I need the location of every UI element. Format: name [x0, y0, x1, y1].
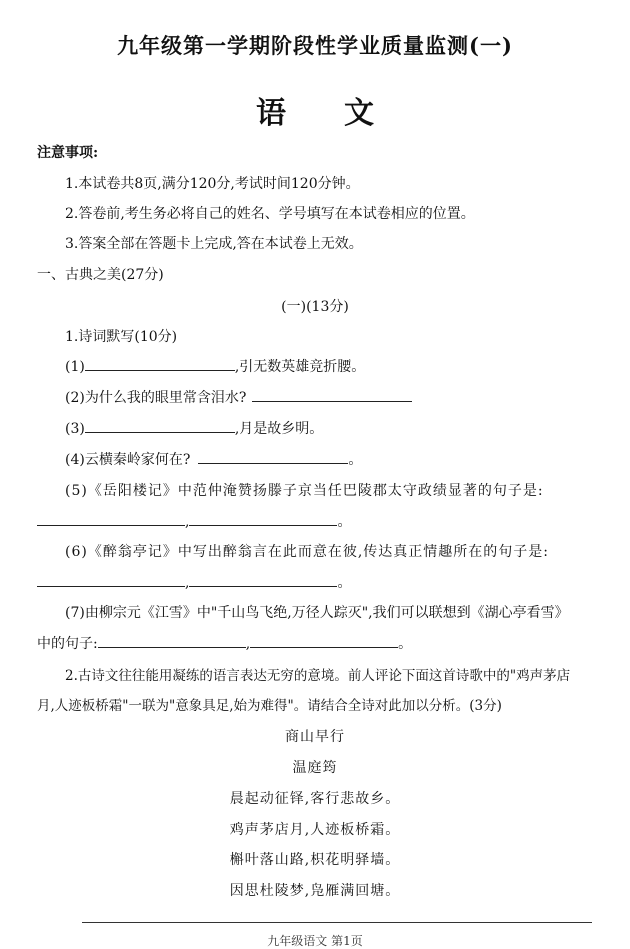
q1-3-number: (3)	[65, 421, 85, 437]
notice-item-1: 1.本试卷共8页,满分120分,考试时间120分钟。	[65, 176, 360, 192]
poem-title: 商山早行	[285, 729, 345, 745]
comma: ,	[245, 636, 251, 652]
answer-blank[interactable]	[189, 574, 337, 587]
answer-blank[interactable]	[250, 635, 398, 648]
question-1-7-answer	[37, 633, 412, 653]
question-1-2	[65, 387, 412, 407]
poem-author: 温庭筠	[292, 760, 338, 776]
q1-1-number: (1)	[65, 359, 85, 375]
comma: ,	[185, 514, 190, 530]
answer-blank[interactable]	[189, 513, 337, 526]
question-1-3	[65, 418, 323, 438]
answer-blank[interactable]	[85, 358, 235, 371]
q1-4-text: (4)云横秦岭家何在?	[65, 452, 191, 468]
poem-line: 槲叶落山路,枳花明驿墙。	[229, 852, 401, 868]
page-label: 九年级语文 第1页	[267, 934, 363, 948]
question-1-7: (7)由柳宗元《江雪》中"千山鸟飞绝,万径人踪灭",我们可以联想到《湖心亭看雪》	[65, 605, 569, 621]
answer-blank[interactable]	[98, 635, 246, 648]
poem-line: 晨起动征铎,客行悲故乡。	[229, 791, 401, 807]
answer-blank[interactable]	[252, 389, 412, 402]
question-2-line-2: 月,人迹板桥霜"一联为"意象具足,始为难得"。请结合全诗对此加以分析。(3分)	[37, 698, 502, 714]
notice-item-3: 3.答案全部在答题卡上完成,答在本试卷上无效。	[65, 236, 363, 252]
footer-divider	[82, 922, 592, 923]
q1-2-text: (2)为什么我的眼里常含泪水?	[65, 390, 247, 406]
poem-line: 因思杜陵梦,凫雁满回塘。	[229, 883, 401, 899]
q1-7-prefix: 中的句子:	[37, 636, 98, 652]
notice-item-2: 2.答卷前,考生务必将自己的姓名、学号填写在本试卷相应的位置。	[65, 206, 475, 222]
question-1-5-answer	[37, 511, 351, 531]
section-heading: 一、古典之美(27分)	[37, 267, 164, 283]
notice-heading: 注意事项:	[37, 145, 99, 161]
poem-line: 鸡声茅店月,人迹板桥霜。	[229, 822, 401, 838]
subject-title: 语文	[256, 96, 432, 131]
period: 。	[337, 514, 352, 530]
q1-1-text: ,引无数英雄竞折腰。	[234, 359, 366, 375]
answer-blank[interactable]	[198, 451, 348, 464]
q1-3-text: ,月是故乡明。	[234, 421, 324, 437]
comma: ,	[185, 575, 190, 591]
answer-blank[interactable]	[85, 420, 235, 433]
question-1-title: 1.诗词默写(10分)	[65, 329, 178, 345]
q1-4-end: 。	[348, 452, 363, 468]
question-1-6: (6)《醉翁亭记》中写出醉翁言在此而意在彼,传达真正情趣所在的句子是:	[65, 544, 549, 560]
question-1-5: (5)《岳阳楼记》中范仲淹赞扬滕子京当任巴陵郡太守政绩显著的句子是:	[65, 483, 544, 499]
question-1-1	[65, 356, 365, 376]
answer-blank[interactable]	[37, 574, 185, 587]
question-2-line-1: 2.古诗文往往能用凝练的语言表达无穷的意境。前人评论下面这首诗歌中的"鸡声茅店	[65, 668, 571, 684]
question-1-4	[65, 449, 362, 469]
answer-blank[interactable]	[37, 513, 185, 526]
period: 。	[398, 636, 413, 652]
period: 。	[337, 575, 352, 591]
exam-title: 九年级第一学期阶段性学业质量监测(一)	[117, 33, 513, 58]
question-1-6-answer	[37, 572, 351, 592]
sub-section-heading: (一)(13分)	[281, 299, 349, 315]
